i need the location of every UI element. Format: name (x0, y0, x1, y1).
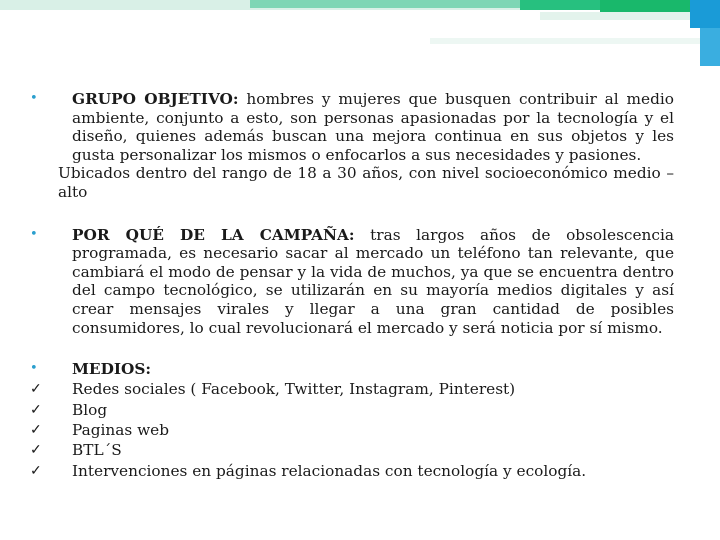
media-heading: MEDIOS: (72, 360, 152, 379)
target-group-extra: Ubicados dentro del rango de 18 a 30 años, con nivel socioeconómico medio – alto (58, 164, 674, 201)
media-item-label: Redes sociales ( Facebook, Twitter, Instagram, Pinterest) (72, 380, 516, 399)
list-item (28, 461, 674, 481)
target-group-section (28, 90, 674, 202)
campaign-reason-text: tras largos años de obsolescencia programada, es necesario sacar al mercado un teléfono tan relevante, que cambiará el modo de pensar y la vida de muchos, ya que se encuentra dentro del campo tecnológico, se utilizarán en su mayoría medios digitales y así crear mensajes virales y llegar a una gran cantidad de posibles consumidores, lo cual revolucionará el mercado y será noticia por sí mismo. (72, 225, 674, 337)
bullet-icon: • (30, 226, 38, 242)
bullet-icon: • (30, 361, 38, 377)
header-stripe (700, 28, 720, 66)
header-stripe (600, 0, 690, 12)
list-item (28, 440, 674, 460)
header-stripe (430, 38, 720, 44)
slide-body (28, 90, 674, 481)
media-heading-row (28, 359, 674, 379)
checkmark-icon: ✓ (30, 422, 42, 439)
campaign-reason-section (28, 226, 674, 338)
target-group-heading: GRUPO OBJETIVO: (72, 90, 239, 108)
list-item (28, 400, 674, 420)
list-item (28, 379, 674, 399)
campaign-reason-heading: POR QUÉ DE LA CAMPAÑA: (72, 225, 355, 244)
target-group-text: hombres y mujeres que busquen contribuir al medio ambiente, conjunto a esto, son personas apasionadas por la tecnología y el diseño, quienes además buscan una mejora continua en sus objetos y les gusta personalizar los mismos o enfocarlos a sus necesidades y pasiones. (72, 90, 674, 164)
checkmark-icon: ✓ (30, 442, 42, 459)
list-item (28, 420, 674, 440)
header-stripe (690, 0, 720, 28)
bullet-icon: • (30, 91, 38, 106)
media-section (28, 359, 674, 481)
checkmark-icon: ✓ (30, 381, 42, 398)
media-item-label: Intervenciones en páginas relacionadas con tecnología y ecología. (72, 461, 587, 480)
campaign-reason-paragraph (72, 226, 674, 338)
media-item-label: Paginas web (72, 421, 170, 440)
media-item-label: Blog (72, 400, 108, 419)
checkmark-icon: ✓ (30, 401, 42, 418)
target-group-paragraph (72, 90, 674, 164)
checkmark-icon: ✓ (30, 462, 42, 479)
media-item-label: BTL´S (72, 441, 122, 460)
